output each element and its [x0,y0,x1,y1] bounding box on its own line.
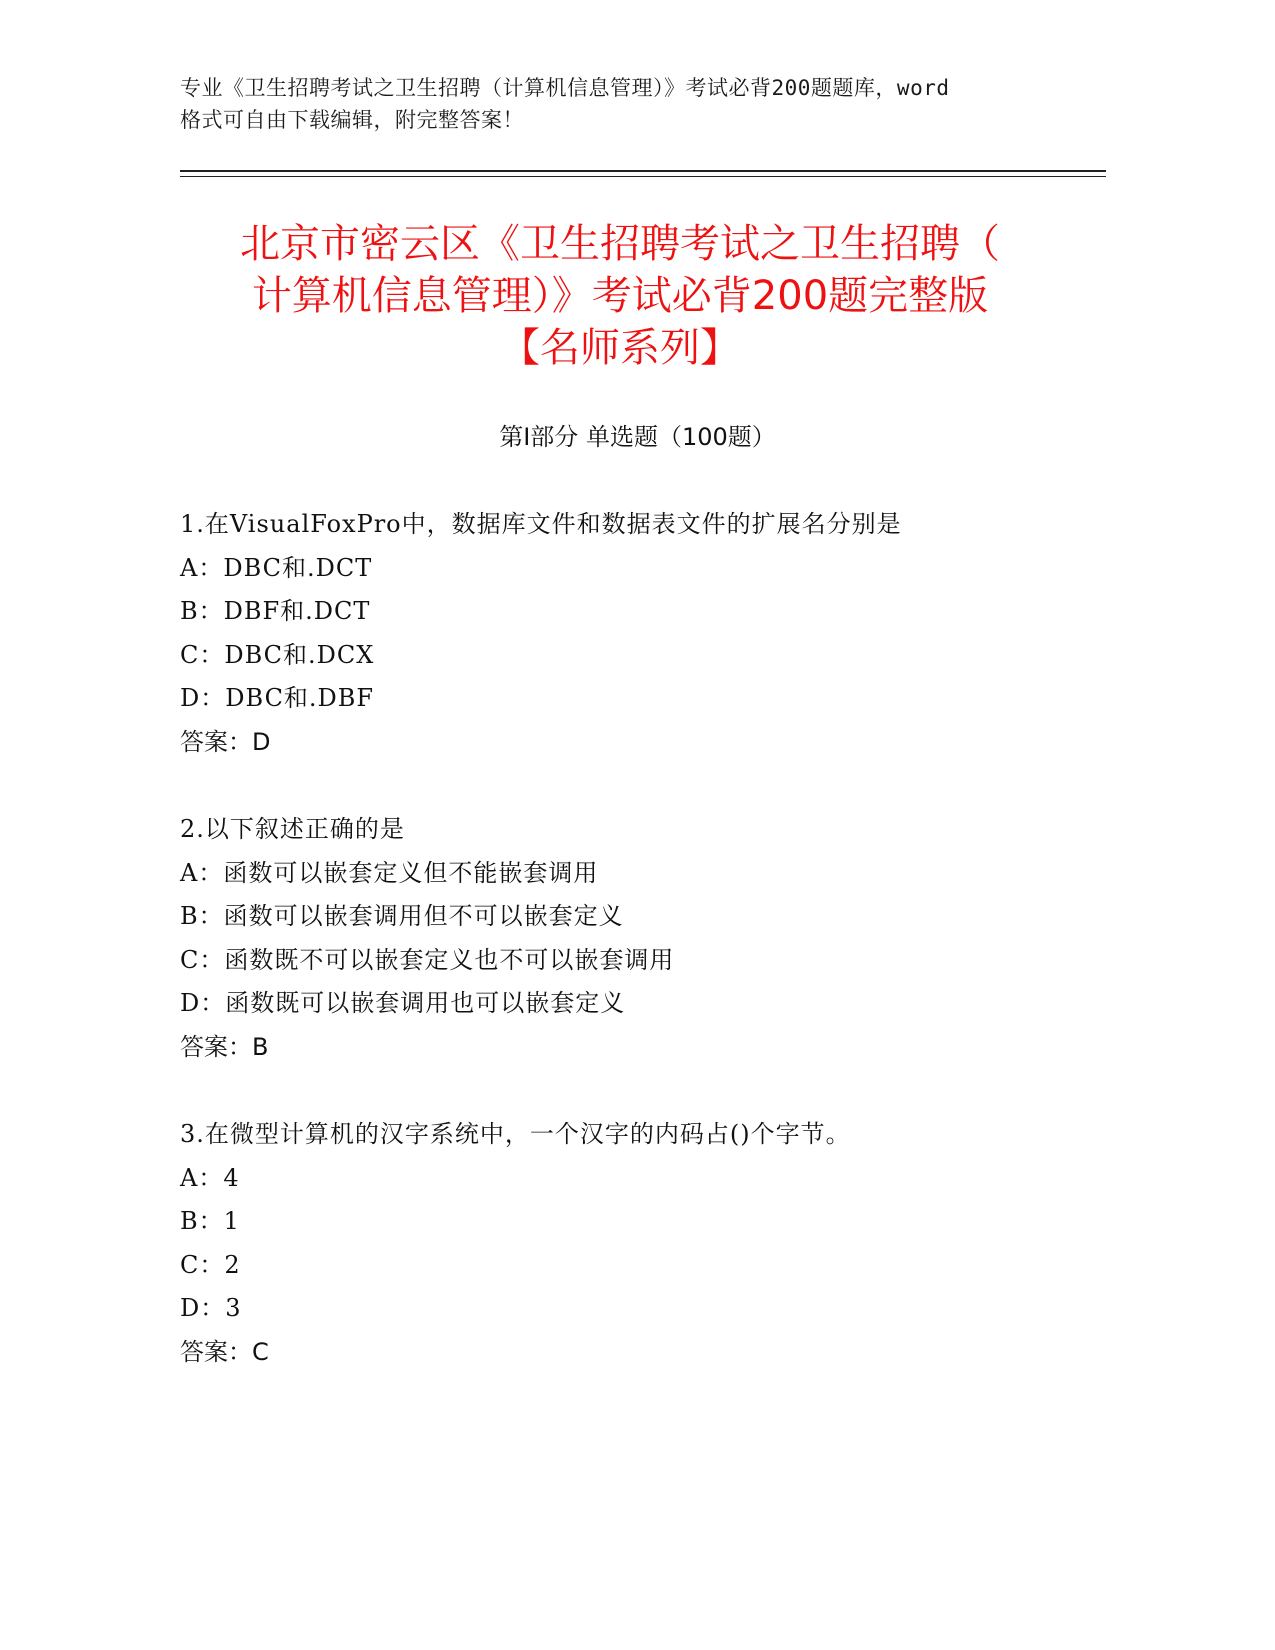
question-stem: 1.在VisualFoxPro中，数据库文件和数据表文件的扩展名分别是 [180,510,902,538]
header-note-line-2: 格式可自由下载编辑，附完整答案！ [180,108,524,132]
document-title-line-3: 【名师系列】 [500,325,740,371]
option-c: C：DBC和.DCX [180,640,375,669]
question-block [180,1113,1080,1374]
answer-line: 答案：C [180,1337,269,1366]
option-b: B：1 [180,1207,240,1235]
header-divider-thick [180,170,1106,172]
option-d: D：DBC和.DBF [180,684,375,712]
header-note [180,72,1060,136]
option-b: B：函数可以嵌套调用但不可以嵌套定义 [180,902,624,930]
answer-line: 答案：D [180,727,271,756]
option-b: B：DBF和.DCT [180,597,371,625]
header-note-line-1: 专业《卫生招聘考试之卫生招聘（计算机信息管理）》考试必背200题题库，word [180,76,950,100]
option-a: A：4 [180,1163,240,1192]
option-d: D：函数既可以嵌套调用也可以嵌套定义 [180,989,626,1017]
answer-line: 答案：B [180,1032,269,1061]
section-heading: 第Ⅰ部分 单选题（100题） [499,423,776,451]
document-title-line-1: 北京市密云区《卫生招聘考试之卫生招聘（ [240,221,1000,267]
document-title [180,218,1060,374]
option-c: C：2 [180,1250,241,1279]
header-divider-thin [180,176,1106,177]
question-block [180,808,1080,1069]
option-a: A：DBC和.DCT [180,553,373,582]
option-d: D：3 [180,1294,242,1322]
question-stem: 3.在微型计算机的汉字系统中，一个汉字的内码占()个字节。 [180,1120,851,1148]
question-block [180,503,1080,764]
document-title-line-2: 计算机信息管理）》考试必背200题完整版 [251,273,989,319]
question-stem: 2.以下叙述正确的是 [180,815,405,843]
option-a: A：函数可以嵌套定义但不能嵌套调用 [180,858,599,887]
option-c: C：函数既不可以嵌套定义也不可以嵌套调用 [180,945,675,974]
